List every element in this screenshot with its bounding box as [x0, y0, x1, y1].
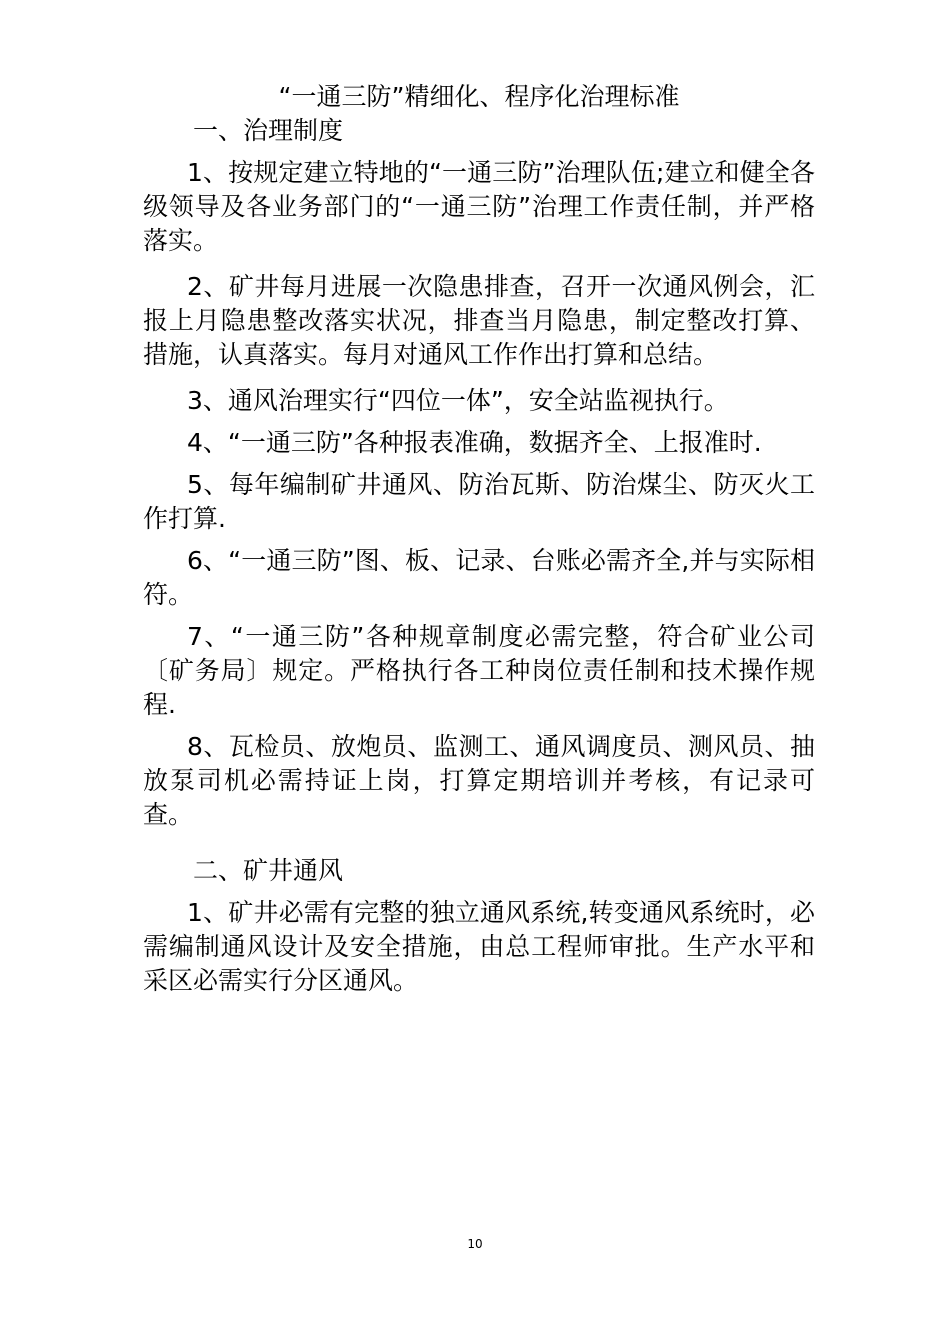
paragraph-1-3: 3、通风治理实行“四位一体”，安全站监视执行。	[187, 386, 729, 415]
paragraph-1-8: 8、瓦检员、放炮员、监测工、通风调度员、测风员、抽放泵司机必需持证上岗，打算定期培训并考核，有记录可查。	[143, 732, 815, 829]
section-heading-mine-ventilation: 二、矿井通风	[193, 856, 344, 885]
paragraph-1-5: 5、每年编制矿井通风、防治瓦斯、防治煤尘、防灭火工作打算.	[143, 470, 815, 533]
paragraph-1-7: 7、“一通三防”各种规章制度必需完整，符合矿业公司〔矿务局〕规定。严格执行各工种岗位责任制和技术操作规程.	[143, 622, 815, 719]
paragraph-1-6: 6、“一通三防”图、板、记录、台账必需齐全,并与实际相符。	[143, 546, 815, 609]
paragraph-1-4: 4、“一通三防”各种报表准确，数据齐全、上报准时.	[187, 428, 762, 457]
section-heading-management-system: 一、治理制度	[193, 116, 344, 145]
paragraph-2-1: 1、矿井必需有完整的独立通风系统,转变通风系统时，必需编制通风设计及安全措施，由总工程师审批。生产水平和采区必需实行分区通风。	[143, 898, 815, 995]
page-number: 10	[467, 1237, 483, 1251]
paragraph-1-1: 1、按规定建立特地的“一通三防”治理队伍;建立和健全各级领导及各业务部门的“一通三防”治理工作责任制，并严格落实。	[143, 158, 815, 255]
paragraph-1-2: 2、矿井每月进展一次隐患排查，召开一次通风例会，汇报上月隐患整改落实状况，排查当月隐患，制定整改打算、措施，认真落实。每月对通风工作作出打算和总结。	[143, 272, 815, 369]
document-title: “一通三防”精细化、程序化治理标准	[278, 82, 680, 111]
document-body	[143, 80, 815, 998]
